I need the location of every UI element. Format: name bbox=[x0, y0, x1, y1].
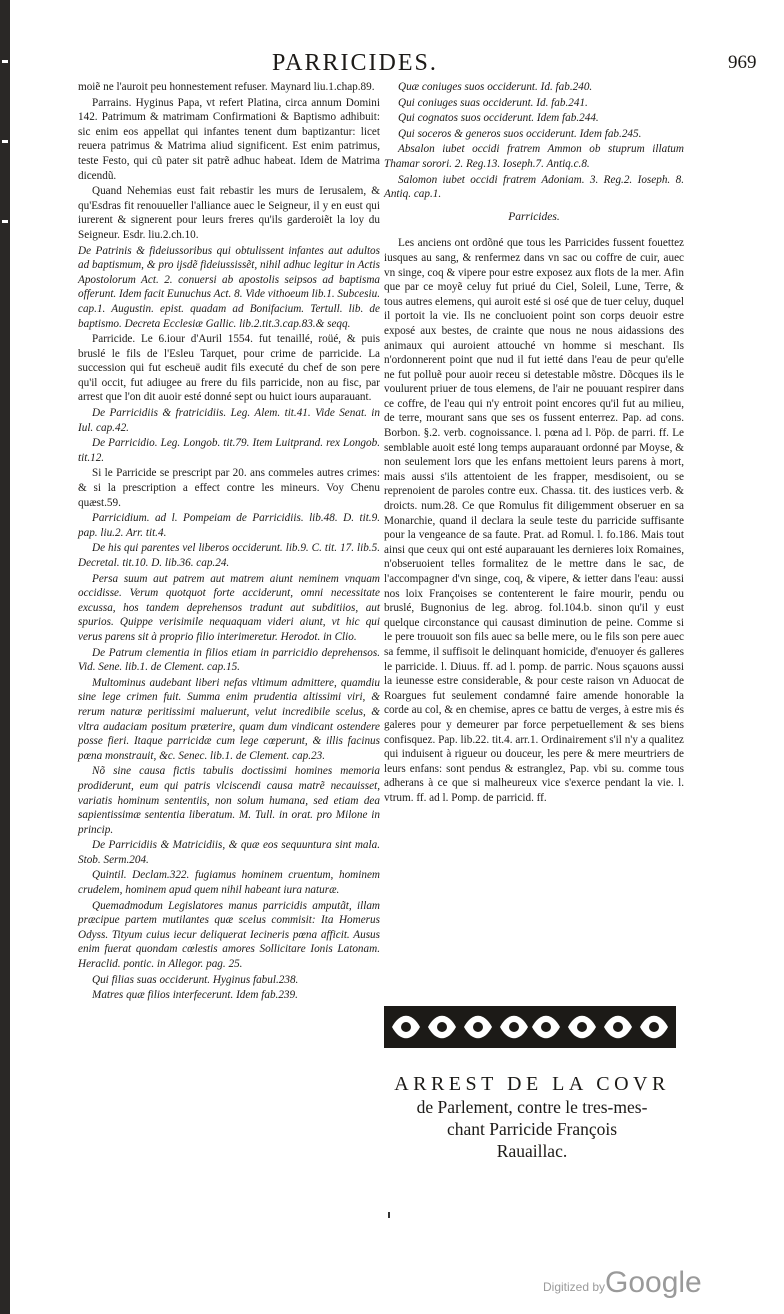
paragraph: Qui filias suas occiderunt. Hyginus fabul.238. bbox=[92, 973, 299, 986]
paragraph: Parricidium. ad l. Pompeiam de Parricidiis. lib.48. D. tit.9. pap. liu.2. Arr. tit.4. bbox=[78, 512, 380, 539]
paragraph: Quintil. Declam.322. fugiamus hominem cruentum, hominem crudelem, hominem apud quem nihil habeant iura naturæ. bbox=[78, 869, 380, 897]
paragraph: Parricide. Le 6.iour d'Auril 1554. fut tenaillé, roüé, & puis bruslé le fils de l'Esleu Tarquet, pour crime de parricide. La succession qui fut escheuë audit fils executé du chef de son pere qu'il occit, fut adiugee au frere du fils parricide, non au fisc, par arrest que l'on dit auoir esté donné sept ou huict iours auparauant. bbox=[78, 333, 380, 404]
paragraph: Quemadmodum Legislatores manus parricidis amputãt, illam præcipue partem mutilantes quæ scelus commisit: Ita Homerus Odyss. Tityum cuius iecur deliquerat Iecineris pœna afficit. Ausus enim fuerat quondam cœlestis amores Sollicitare Ionis Latonam. Heraclid. pontic. in Allegor. pag. 25. bbox=[78, 899, 380, 971]
right-column bbox=[384, 80, 684, 807]
page-binding-edge bbox=[0, 0, 10, 1314]
google-logo-text: Google bbox=[605, 1266, 702, 1299]
citation-line: Absalon iubet occidi fratrem Ammon ob stuprum illatum Thamar sorori. 2. Reg.13. Ioseph.7. Antiq.c.8. bbox=[384, 143, 684, 170]
section-heading: Parricides. bbox=[508, 210, 560, 223]
paragraph: De Parricidiis & Matricidiis, & quæ eos sequuntura sint mala. Stob. Serm.204. bbox=[78, 839, 380, 866]
decorative-ornament-band bbox=[384, 1006, 676, 1048]
paragraph: De Parricidiis & fratricidiis. Leg. Alem. tit.41. Vide Senat. in Iul. cap.42. bbox=[78, 407, 380, 434]
paragraph: Quand Nehemias eust fait rebastir les murs de Ierusalem, & qu'Esdras fit renouueller l'alliance auec le Seigneur, il y en eust qui iurerent & signerent pour leurs freres qu'ils garderoiẽt la loy du Seigneur. Esdr. liu.2.ch.10. bbox=[78, 185, 380, 241]
paragraph: Les anciens ont ordõné que tous les Parricides fussent fouettez iusques au sang, & renfermez dans vn sac ou coffre de cuir, auec vn singe, coq & vipere pour estre exposez aux flots de la mer. Afin que par ce moyẽ celuy fut priué du Ciel, Soleil, Lune, Terre, & tous autres elemens, qui auroit esté si osé que de tuer celuy, duquel il portoit la vie. Ils ne concluoient point son corps deuoir estre exposé aux bestes, de crainte que nous ne nous aidassions des animaux qui auroient attouché vn homme si meschant. Ils n'ordonnerent point que nud il fut ietté dans l'eau de peur qu'elle ne fut polluẽ pour auoir receu si detestable mõstre. Dõcques ils le voulurent priuer de tous elemens, de l'air ne pouuant respirer dans ce coffre, de l'eau qui n'y entroit point encores qu'il fut au milieu, de terre, mourant sans que ses os fussent enterrez. Pap. ad cons. Borbon. §.2. verb. cognoissance. l. pœna ad l. Pöp. de parri. ff. Le semblable auoit esté long temps auparauant ordonné par Moyse, & non seulement lors que les enfans mettoient leurs parens à mort, mais aussi s'ils attentoient de les frapper, mesdisoient, ou se reprenoient de paroles contre eux. Chassa. tit. des iustices verb. & droicts. num.28. Ce que Romulus fit diligemment obseruer en sa Monarchie, quand il declara la seule teste du parricide suffisante pour la vengeance de sa faute. Prat. ad Romul. l. fo.186. Mais tout ainsi que ceux qui ont esté auparauant les dernieres loix Romaines, n'obseruoient telles formalitez de le mettre dans le sac, de l'accompagner d'vn singe, coq, & vipere, & ietter dans l'eau: aussi nos loix Françoises se contenterent le faire mourir, pendu ou bruslé, Bugnonius de leg. abrog. fol.104.b. sinon qu'il y eust quelque circonstance qui causast diminution de peine. Comme si le pere trouuoit son fils auec sa belle mere, ou le fils son pere auec sa femme, il suffisoit le delinquant homicide, d'enuoyer és galleres le parricide. l. Diuus. ff. ad l. pomp. de parric. Nous sçauons aussi la ieunesse estre considerable, & pour ceste raison vn Aduocat de Roargues fut seulement condamné faire amende honorable la corde au col, & en chemise, apres ce battu de verges, à estre mis és galeres pour y demeurer par force perpetuellement & ses biens confisquez. Pap. lib.22. tit.4. arr.1. Ordinairement s'il n'y a qualitez qui induisent à rigueur ou douceur, les pere & mere meurtriers de leurs enfans: sont pendus & estranglez, Pap. vbi su. comme tous adherans à ce que si malheureux vice s'exerce pendant la vie. l. vtrum. ff. ad l. Pomp. de parricid. ff. bbox=[384, 237, 684, 804]
paragraph: Si le Parricide se prescript par 20. ans commeles autres crimes: & si la prescription a effect contre les mineurs. Voy Chenu quæst.59. bbox=[78, 467, 380, 509]
paragraph: Persa suum aut patrem aut matrem aiunt neminem vnquam occidisse. Verum quotquot forte acciderunt, omni necessitate excussa, hos tandem deprehensos tradunt aut subditiios, aut spurios. Quippe verisimile nequaquam videri aiunt, vt hic qui verus parens sit à proprio filio interimeretur. Herodot. in Clio. bbox=[78, 572, 380, 643]
page-number: 969 bbox=[728, 52, 757, 73]
arrest-title-line: de Parlement, contre le tres-mes- bbox=[416, 1097, 648, 1117]
citation-line: Qui coniuges suas occiderunt. Id. fab.241. bbox=[398, 96, 588, 109]
paragraph: Parrains. Hyginus Papa, vt refert Platina, circa annum Domini 142. Patrimum & matrimam Confirmationi & Baptismo adhibuit: sic enim eos appellat qui infantes tenent dum baptizantur: licet reuera patrimus & Matrima aliud significent. Est enim patrimus, teste Festo, qui cũ pater sit patrẽ adhuc habeat. Idem de Matrima dicendũ. bbox=[78, 96, 380, 182]
arrest-title-line: chant Parricide François bbox=[446, 1119, 618, 1139]
binding-mark bbox=[2, 140, 8, 143]
paragraph: De his qui parentes vel liberos occiderunt. lib.9. C. tit. 17. lib.5. Decretal. tit.10. D. lib.36. cap.24. bbox=[78, 542, 380, 569]
citation-line: Qui cognatos suos occiderunt. Idem fab.244. bbox=[398, 112, 599, 125]
citation-line: Qui soceros & generos suos occiderunt. Idem fab.245. bbox=[398, 127, 642, 140]
paragraph: Multominus audebant liberi nefas vltimum admittere, quamdiu sine lege crimen fuit. Summa enim prudentia altissimi viri, & rerum naturæ peritissimi maluerunt, velut incredibile scelus, & vltra audaciam positum præterire, quam dum vindicant ostendere posse fieri. Itaque parricidæ cum lege cœperunt, & illis facinus pœna monstrauit, &c. Senec. lib.1. de Clement. cap.23. bbox=[78, 676, 380, 762]
arrest-title-line: Rauaillac. bbox=[496, 1141, 568, 1161]
paragraph: Matres quæ filios interfecerunt. Idem fab.239. bbox=[92, 989, 298, 1002]
citation-line: Salomon iubet occidi fratrem Adoniam. 3. Reg.2. Ioseph. 8. Antiq. cap.1. bbox=[384, 173, 684, 201]
watermark-prefix: Digitized by bbox=[543, 1280, 606, 1294]
binding-mark bbox=[2, 220, 8, 223]
citation-line: Quæ coniuges suos occiderunt. Id. fab.240. bbox=[398, 81, 593, 93]
ink-mark bbox=[388, 1212, 390, 1218]
digitized-watermark bbox=[543, 1266, 773, 1300]
running-title: PARRICIDES. bbox=[272, 50, 438, 76]
paragraph: De Parricidio. Leg. Longob. tit.79. Item Luitprand. rex Longob. tit.12. bbox=[78, 437, 380, 464]
paragraph: De Patrum clementia in filios etiam in parricidio deprehensos. Vid. Sene. lib.1. de Clement. cap.15. bbox=[78, 646, 380, 674]
paragraph: De Patrinis & fideiussoribus qui obtulissent infantes aut adultos ad baptismum, & pro ijsdẽ fideiussissẽt, nihil adhuc legitur in Actis Apostolorum Act. 2. conuersi ab apostolis seipsos ad baptisma offerunt. Idem facit Eunuchus Act. 8. Vide vithoeum lib.1. Subcesiu. cap.1. Augustin. epist. quadam ad Bonifacium. Tertull. lib. de baptismo. Decreta Ecclesiæ Gallic. lib.2.tit.3.cap.83.& seqq. bbox=[78, 244, 380, 330]
arrest-title-line: ARREST DE LA COVR bbox=[394, 1073, 670, 1095]
arrest-title-block bbox=[382, 1072, 682, 1162]
paragraph: Nõ sine causa fictis tabulis doctissimi homines memoria prodiderunt, eum qui patris vlciscendi causa matrẽ necauisset, variatis hominum sententiis, non solum humana, sed etiam dea sapientissimæ sententia liberatum. M. Tull. in orat. pro Milone in princip. bbox=[78, 765, 380, 836]
page-header bbox=[0, 50, 784, 78]
paragraph: moiẽ ne l'auroit peu honnestement refuser. Maynard liu.1.chap.89. bbox=[78, 81, 375, 93]
left-column bbox=[78, 80, 380, 1004]
